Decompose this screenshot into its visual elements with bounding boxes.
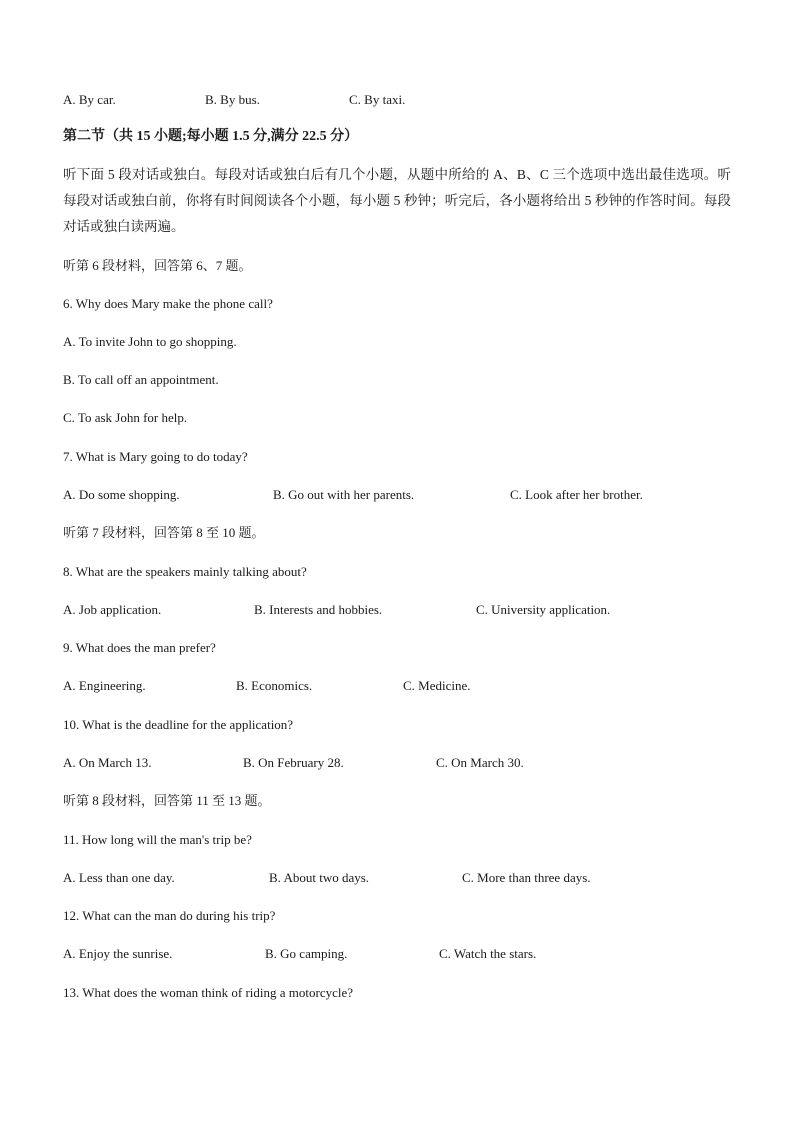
q6-option-a: A. To invite John to go shopping. xyxy=(63,334,237,349)
option-b: B. Go out with her parents. xyxy=(273,487,415,502)
option-c: C. More than three days. xyxy=(462,870,591,885)
section-heading: 第二节（共 15 小题;每小题 1.5 分,满分 22.5 分） xyxy=(63,129,359,144)
option-a: A. By car. xyxy=(63,92,116,107)
option-b: B. By bus. xyxy=(205,92,260,107)
option-a: A. On March 13. xyxy=(63,755,152,770)
option-a: A. Job application. xyxy=(63,602,162,617)
option-c: C. Watch the stars. xyxy=(439,946,537,961)
option-c: C. Look after her brother. xyxy=(510,487,643,502)
question-6: 6. Why does Mary make the phone call? xyxy=(63,296,273,311)
question-7: 7. What is Mary going to do today? xyxy=(63,449,248,464)
question-12: 12. What can the man do during his trip? xyxy=(63,908,276,923)
option-b: B. Economics. xyxy=(236,678,313,693)
option-c: C. Medicine. xyxy=(403,678,471,693)
option-b: B. On February 28. xyxy=(243,755,344,770)
q6-option-b: B. To call off an appointment. xyxy=(63,372,219,387)
option-a: A. Engineering. xyxy=(63,678,146,693)
option-c: C. On March 30. xyxy=(436,755,524,770)
option-c: C. University application. xyxy=(476,602,611,617)
question-8: 8. What are the speakers mainly talking about? xyxy=(63,564,307,579)
option-b: B. About two days. xyxy=(269,870,370,885)
option-b: B. Go camping. xyxy=(265,946,348,961)
option-a: A. Enjoy the sunrise. xyxy=(63,946,173,961)
instructions-paragraph: 听下面 5 段对话或独白。每段对话或独白后有几个小题，从题中所给的 A、B、C 三个选项中选出最佳选项。听每段对话或独白前，你将有时间阅读各个小题，每小题 5 秒钟；听完后，各小题将给出 5 秒钟的作答时间。每段对话或独白读两遍。 xyxy=(63,167,731,234)
passage-intro-7: 听第 7 段材料，回答第 8 至 10 题。 xyxy=(63,525,265,540)
question-13: 13. What does the woman think of riding a motorcycle? xyxy=(63,985,354,1000)
question-9: 9. What does the man prefer? xyxy=(63,640,216,655)
question-11: 11. How long will the man's trip be? xyxy=(63,832,252,847)
question-10: 10. What is the deadline for the application? xyxy=(63,717,294,732)
q6-option-c: C. To ask John for help. xyxy=(63,410,188,425)
option-c: C. By taxi. xyxy=(349,92,406,107)
option-a: A. Do some shopping. xyxy=(63,487,180,502)
option-b: B. Interests and hobbies. xyxy=(254,602,383,617)
option-a: A. Less than one day. xyxy=(63,870,175,885)
passage-intro-8: 听第 8 段材料，回答第 11 至 13 题。 xyxy=(63,793,271,808)
passage-intro-6: 听第 6 段材料，回答第 6、7 题。 xyxy=(63,258,252,273)
